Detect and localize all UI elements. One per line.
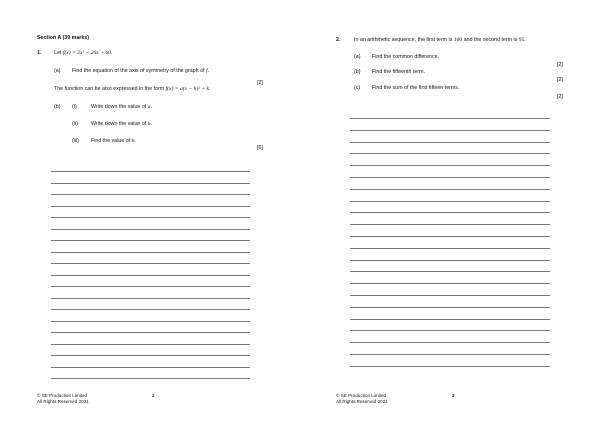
answer-line[interactable] [350,212,550,213]
answer-line[interactable] [51,240,250,241]
second-term: 95 [518,37,525,43]
page-number: 3 [452,393,455,398]
answer-line[interactable] [51,206,250,207]
part-b-ii-period: . [150,121,153,127]
rights-notice: All Rights Reserved 2021 [336,399,388,404]
answer-line[interactable] [51,171,250,172]
part-a-period: . [207,68,210,74]
part-c-label: (c) [354,85,361,91]
part-a-text [72,68,209,75]
copyright: © SE Production Limited [37,393,88,398]
answer-line[interactable] [350,189,550,190]
footer-right [336,393,388,405]
answer-line[interactable] [350,236,550,237]
part-b-i-label: (i) [72,104,77,110]
part-b-marks: [6] [257,145,263,151]
part-b-i-prompt: Write down the value of [91,104,147,110]
part-a-text: Find the common difference. [372,54,440,60]
answer-line[interactable] [350,307,550,308]
answer-line[interactable] [350,342,550,343]
answer-line[interactable] [51,229,250,230]
question-number: 2. [336,37,341,43]
answer-line[interactable] [350,260,550,261]
answer-line[interactable] [51,286,250,287]
answer-line[interactable] [51,344,250,345]
part-b-ii-label: (ii) [72,121,78,127]
part-a-marks: [2] [557,62,563,68]
part-a-marks: [2] [257,80,263,86]
part-b-iii-label: (iii) [72,138,80,144]
part-b-i-text [91,104,152,111]
part-b-ii-variable: h [147,121,151,127]
copyright: © SE Production Limited [336,393,387,398]
part-b-ii-prompt: Write down the value of [91,121,147,127]
part-c-text: Find the sum of the first fifteen terms. [372,85,460,91]
part-b-text: Find the fifteenth term. [372,69,425,75]
part-b-label: (b) [354,69,361,75]
part-a-label: (a) [54,68,61,74]
part-b-iii-variable: k [131,138,135,144]
answer-line[interactable] [350,295,550,296]
page-number: 2 [152,393,155,398]
section-title: Section A (39 marks) [37,35,90,41]
form-text: The function can be also expressed in the form [54,86,165,92]
intro-period: . [524,37,526,43]
answer-line[interactable] [350,283,550,284]
form-expression: f(x) = a(x − h)² + k [165,86,210,92]
answer-line[interactable] [51,367,250,368]
intro-middle: and the second term is [463,37,518,43]
part-b-iii-prompt: Find the value of [91,138,131,144]
answer-line[interactable] [350,165,550,166]
part-a-variable: f [205,68,208,74]
answer-line[interactable] [350,153,550,154]
answer-line[interactable] [51,217,250,218]
answer-line[interactable] [350,118,550,119]
answer-line[interactable] [350,142,550,143]
form-period: . [209,86,211,92]
part-b-iii-period: . [134,138,136,144]
answer-line[interactable] [51,252,250,253]
part-b-i-period: . [150,104,153,110]
answer-line[interactable] [350,319,550,320]
exam-page-right [300,0,600,424]
answer-line[interactable] [350,201,550,202]
part-b-i-variable: a [147,104,151,110]
footer-left [37,393,89,405]
answer-line[interactable] [350,248,550,249]
answer-line[interactable] [350,354,550,355]
question-number: 1. [37,50,42,56]
answer-line[interactable] [51,194,250,195]
answer-line[interactable] [51,309,250,310]
answer-line[interactable] [350,271,550,272]
answer-line[interactable] [350,330,550,331]
answer-line[interactable] [51,183,250,184]
part-c-marks: [2] [557,94,563,100]
question-intro [354,37,526,44]
form-statement [54,86,211,93]
function-definition: f(x) = 2x² − 20x + 60. [62,50,113,56]
part-b-iii-text [91,138,136,145]
answer-line[interactable] [51,298,250,299]
answer-line[interactable] [51,332,250,333]
answer-line[interactable] [51,321,250,322]
answer-line[interactable] [350,177,550,178]
answer-line[interactable] [350,366,550,367]
answer-line[interactable] [350,224,550,225]
answer-line[interactable] [51,275,250,276]
answer-line[interactable] [51,378,250,379]
part-a-prompt: Find the equation of the axis of symmetry of the graph of [72,68,205,74]
answer-line[interactable] [51,263,250,264]
part-b-ii-text [91,121,152,128]
part-a-label: (a) [354,54,361,60]
rights-notice: All Rights Reserved 2021 [37,399,89,404]
intro-text: In an arithmetic sequence, the first term is [354,37,453,43]
question-intro [54,50,112,57]
intro-prefix: Let [54,50,62,56]
part-b-label: (b) [54,104,61,110]
answer-line[interactable] [51,355,250,356]
answer-line[interactable] [350,130,550,131]
first-term: 100 [453,37,463,43]
part-b-marks: [2] [557,77,563,83]
